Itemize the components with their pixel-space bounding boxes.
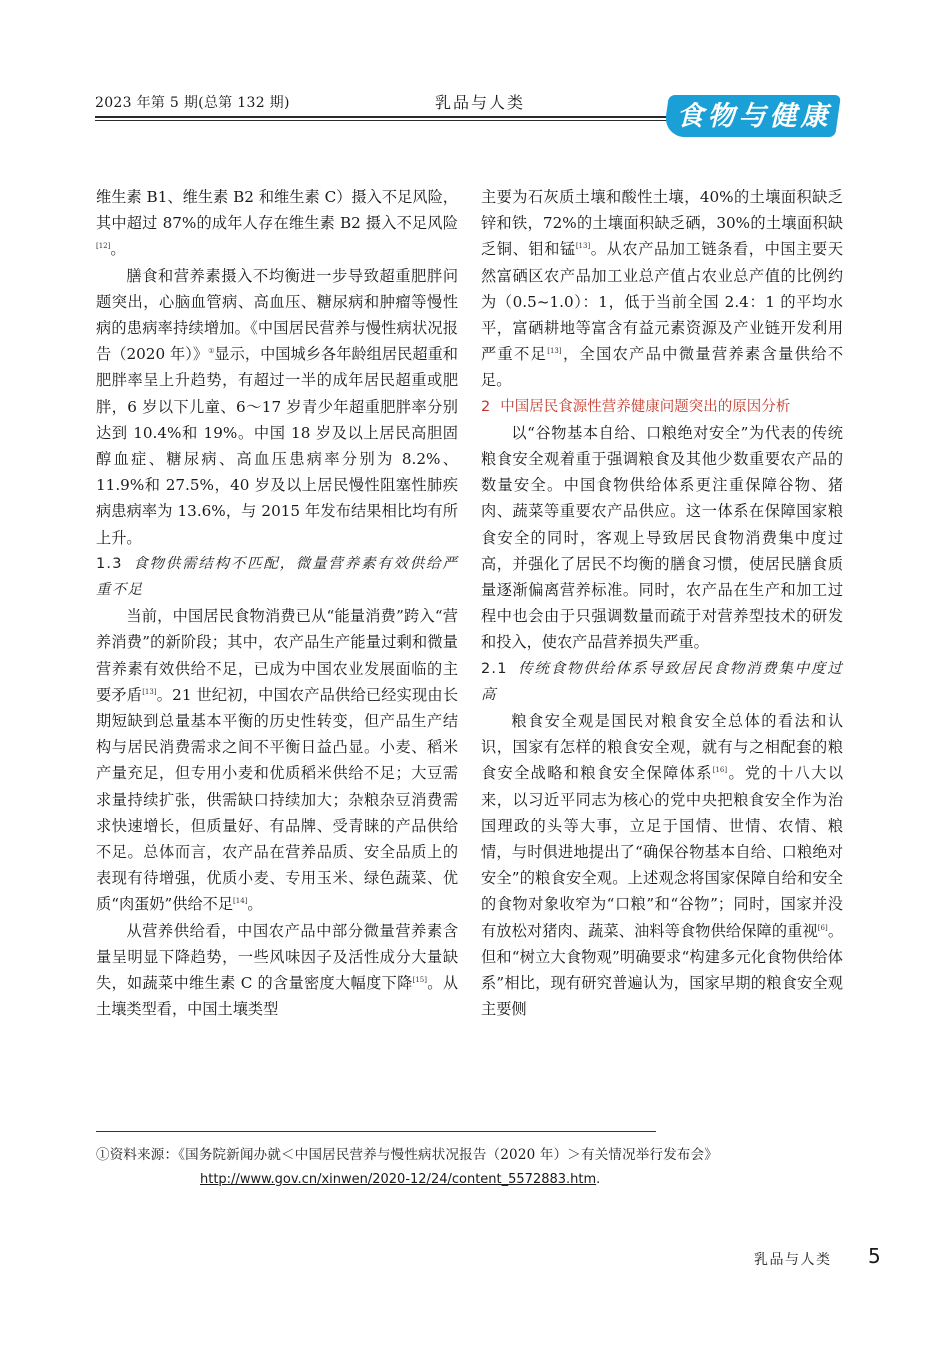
footnote: ①资料来源：《国务院新闻办就＜中国居民营养与慢性病状况报告（2020 年）＞有关情况举行发布会》 [96, 1147, 718, 1163]
journal-title: 乳品与人类 [435, 93, 526, 112]
footer-journal-title: 乳品与人类 [754, 1252, 832, 1268]
paragraph: 粮食安全观是国民对粮食安全总体的看法和认识，国家有怎样的粮食安全观，就有与之相配套的粮食安全战略和粮食安全保障体系[16]。党的十八大以来，以习近平同志为核心的党中央把粮食安全作为治国理政的头等大事，立足于国情、世情、农情、粮情，与时俱进地提出了“确保谷物基本自给、口粮绝对安全”的粮食安全观。上述观念将国家保障自给和安全的食物对象收窄为“口粮”和“谷物”；同时，国家并没有放松对猪肉、蔬菜、油料等食物供给保障的重视[6]。但和“树立大食物观”明确要求“构建多元化食物供给体系”相比，现有研究普遍认为，国家早期的粮食安全观主要侧 [481, 712, 844, 1019]
footnote-url-link[interactable]: http://www.gov.cn/xinwen/2020-12/24/content_5572883.htm [200, 1172, 597, 1187]
subsection-heading-1-3: 1.3 食物供需结构不匹配，微量营养素有效供给严重不足 [96, 555, 458, 599]
page-number: 5 [868, 1244, 881, 1268]
citation: [13] [575, 242, 591, 251]
footnote-rule [96, 1131, 656, 1132]
issue-info: 2023 年第 5 期(总第 132 期) [95, 95, 290, 111]
footnote-marker: ① [208, 347, 215, 356]
citation: [15] [412, 976, 427, 985]
right-column [481, 184, 843, 1023]
footnote-link-line: http://www.gov.cn/xinwen/2020-12/24/content_5572883.htm. [200, 1172, 601, 1187]
citation: [12] [96, 242, 111, 251]
paragraph: 主要为石灰质土壤和酸性土壤，40%的土壤面积缺乏锌和铁，72%的土壤面积缺乏硒，30%的土壤面积缺乏铜、钼和锰[13]。从农产品加工链条看，中国主要天然富硒区农产品加工业总产值占农业总产值的比例约为（0.5~1.0）：1，低于当前全国 2.4：1 的平均水平，富硒耕地等富含有益元素资源及产业链开发利用严重不足[13]，全国农产品中微量营养素含量供给不足。 [481, 188, 844, 390]
left-column [96, 184, 458, 1023]
paragraph: 从营养供给看，中国农产品中部分微量营养素含量呈明显下降趋势，一些风味因子及活性成分大量缺失，如蔬菜中维生素 C 的含量密度大幅度下降[15]。从土壤类型看，中国土壤类型 [96, 921, 459, 1019]
header-rule-thin [95, 120, 689, 121]
subsection-heading-2-1: 2.1 传统食物供给体系导致居民食物消费集中度过高 [481, 660, 843, 703]
citation: [13] [547, 347, 562, 356]
section-title: 食物与健康 [676, 101, 832, 132]
citation: [14] [233, 897, 248, 906]
paragraph: 维生素 B1、维生素 B2 和维生素 C）摄入不足风险，其中超过 87%的成年人存在维生素 B2 摄入不足风险[12]。 [96, 188, 458, 259]
paragraph: 当前，中国居民食物消费已从“能量消费”跨入“营养消费”的新阶段；其中，农产品生产能量过剩和微量营养素有效供给不足，已成为中国农业发展面临的主要矛盾[13]。21 世纪初，中国农产品供给已经实现由长期短缺到总量基本平衡的历史性转变，但产品生产结构与居民消费需求之间不平衡日益凸显。小麦、稻米产量充足，但专用小麦和优质稻米供给不足；大豆需求量持续扩张，供需缺口持续加大；杂粮杂豆消费需求快速增长，但质量好、有品牌、受青睐的产品供给不足。总体而言，农产品在营养品质、安全品质上的表现有待增强，优质小麦、专用玉米、绿色蔬菜、优质“肉蛋奶”供给不足[14]。 [96, 607, 459, 914]
paragraph: 以“谷物基本自给、口粮绝对安全”为代表的传统粮食安全观着重于强调粮食及其他少数重要农产品的数量安全。中国食物供给体系更注重保障谷物、猪肉、蔬菜等重要农产品供应。这一体系在保障国家粮食安全的同时，客观上导致居民食物消费集中度过高，并强化了居民不均衡的膳食习惯，使居民膳食质量逐渐偏离营养标准。同时，农产品在生产和加工过程中也会由于只强调数量而疏于对营养型技术的研发和投入，使农产品营养损失严重。 [481, 423, 843, 652]
citation: [16] [712, 766, 728, 775]
paragraph: 膳食和营养素摄入不均衡进一步导致超重肥胖问题突出，心脑血管病、高血压、糖尿病和肿瘤等慢性病的患病率持续增加。《中国居民营养与慢性病状况报告（2020 年）》①显示，中国城乡各年龄组居民超重和肥胖率呈上升趋势，有超过一半的成年居民超重或肥胖，6 岁以下儿童、6～17 岁青少年超重肥胖率分别达到 10.4%和 19%。中国 18 岁及以上居民高胆固醇血症、糖尿病、高血压患病率分别为 8.2%、11.9%和 27.5%，40 岁及以上居民慢性阻塞性肺疾病患病率为 13.6%，与 2015 年发布结果相比均有所上升。 [96, 266, 458, 547]
section-heading-2: 2 中国居民食源性营养健康问题突出的原因分析 [481, 398, 791, 415]
citation: [6] [817, 923, 828, 932]
citation: [13] [142, 687, 157, 696]
header-rule [95, 116, 689, 118]
